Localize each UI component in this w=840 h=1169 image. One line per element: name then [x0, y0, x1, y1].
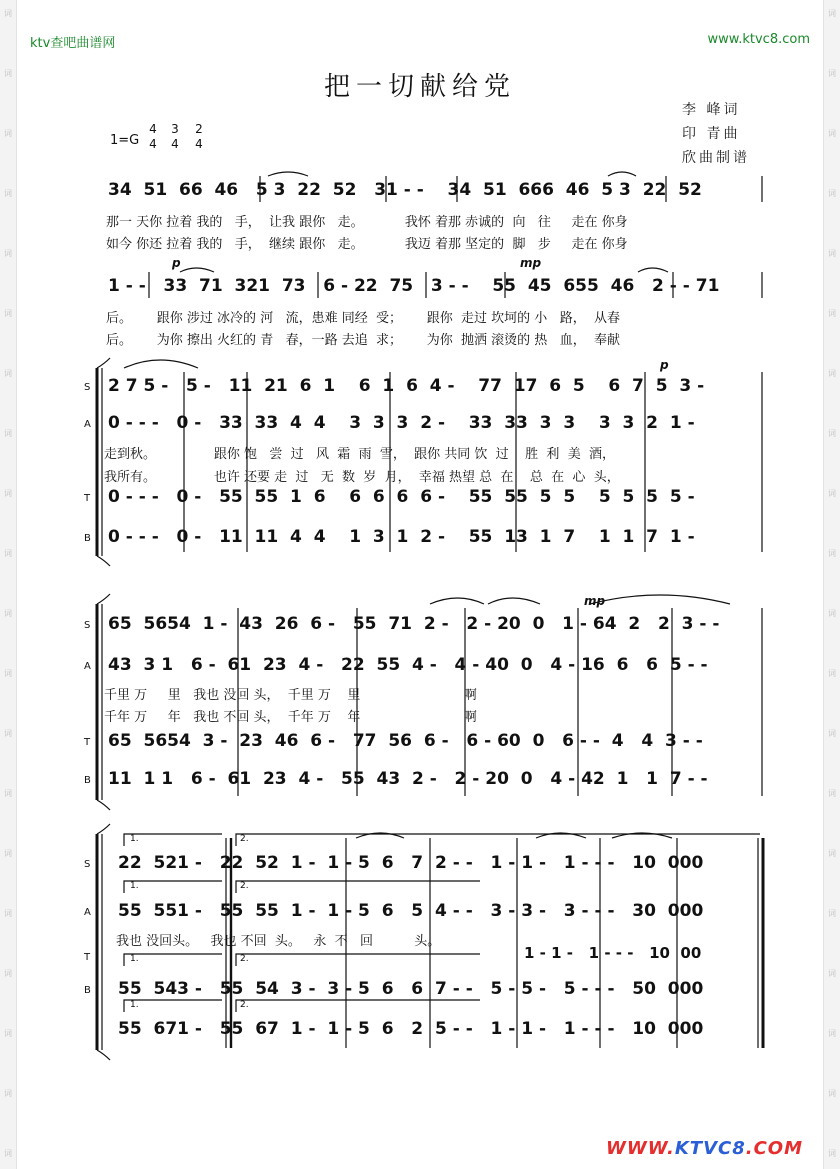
voice-label-tenor: T: [84, 493, 91, 504]
ts-bottom: 4: [149, 137, 157, 151]
key-signature: 1=G: [110, 133, 140, 148]
watermark-glyph: 词: [4, 969, 12, 978]
voice-label-tenor: T: [84, 952, 91, 963]
watermark-glyph: 词: [4, 189, 12, 198]
ending-alto-notes: 55 551 - 55 55 1 - 1 - 5 6 5 4 - - 3 - 3 - 3 - - - 30 000: [118, 901, 704, 921]
watermark-glyph: 词: [828, 1029, 836, 1038]
footer-url-name: KTVC8: [674, 1138, 746, 1159]
chorus2-bass-notes: 11 1 1 6 - 61 23 4 - 55 43 2 - 2 - 20 0 4 - 42 1 1 7 - -: [108, 769, 708, 789]
melody-line2-notes: 1 - - 33 71 321 73 6 - 22 75 3 - - 55 45 655 46 2 - - 71: [108, 276, 720, 296]
watermark-glyph: 词: [4, 9, 12, 18]
chorus2-tenor-notes: 65 5654 3 - 23 46 6 - 77 56 6 - 6 - 60 0 6 - - 4 4 3 - -: [108, 731, 703, 751]
ts-top: 2: [195, 122, 203, 136]
volta-first-ending: 1.: [130, 834, 139, 844]
volta-second-ending: 2.: [240, 954, 249, 964]
melody-line2-lyrics-verse2: 后。 为你 擦出 火红的 青 春，一路 去追 求； 为你 抛洒 滚烫的 热 血， 奉献: [106, 333, 620, 348]
watermark-glyph: 词: [828, 189, 836, 198]
composer-credit: 印 青曲: [682, 126, 741, 142]
watermark-glyph: 词: [4, 429, 12, 438]
ending-tenor-notes: 55 543 - 55 54 3 - 3 - 5 6 6 7 - - 5 - 5 - 5 - - - 50 000: [118, 979, 704, 999]
volta-first-ending: 1.: [130, 881, 139, 891]
site-name-left[interactable]: ktv查吧曲谱网: [30, 36, 116, 51]
dynamic-marking: p: [660, 358, 669, 372]
chorus1-tenor-notes: 0 - - - 0 - 55 55 1 6 6 6 6 6 - 55 55 5 5 5 5 5 5 -: [108, 487, 695, 507]
watermark-glyph: 词: [828, 849, 836, 858]
watermark-glyph: 词: [828, 609, 836, 618]
volta-second-ending: 2.: [240, 834, 249, 844]
voice-label-alto: A: [84, 661, 91, 672]
ending-lyrics: 我也 没回头。 我也 不回 头。 永 不 回 头。: [116, 934, 441, 949]
voice-label-tenor: T: [84, 737, 91, 748]
song-title: 把一切献给党: [323, 72, 516, 102]
chorus1-alto-notes: 0 - - - 0 - 33 33 4 4 3 3 3 2 - 33 33 3 3 3 3 2 1 -: [108, 413, 695, 433]
footer-url-prefix: WWW.: [606, 1138, 675, 1159]
watermark-glyph: 词: [4, 849, 12, 858]
ts-bottom: 4: [171, 137, 179, 151]
voice-label-soprano: S: [84, 620, 91, 631]
ts-bottom: 4: [195, 137, 203, 151]
watermark-glyph: 词: [4, 69, 12, 78]
ts-top: 4: [149, 122, 157, 136]
chorus1-soprano-notes: 2 7 5 - 5 - 11 21 6 1 6 1 6 4 - 77 17 6 5 6 7 5 3 -: [108, 376, 705, 396]
chorus2-lyrics-verse2: 千年 万 年 我也 不回 头， 千年 万 年 啊: [104, 710, 477, 725]
watermark-glyph: 词: [4, 1029, 12, 1038]
voice-label-alto: A: [84, 907, 91, 918]
dynamic-marking: mp: [520, 256, 542, 270]
volta-second-ending: 2.: [240, 1000, 249, 1010]
watermark-glyph: 词: [4, 909, 12, 918]
watermark-glyph: 词: [828, 309, 836, 318]
dynamic-marking: p: [172, 256, 181, 270]
watermark-glyph: 词: [828, 669, 836, 678]
volta-first-ending: 1.: [130, 954, 139, 964]
site-url-right[interactable]: www.ktvc8.com: [707, 32, 810, 47]
watermark-glyph: 词: [828, 69, 836, 78]
watermark-glyph: 词: [4, 609, 12, 618]
watermark-glyph: 词: [828, 729, 836, 738]
watermark-glyph: 词: [828, 909, 836, 918]
watermark-glyph: 词: [828, 9, 836, 18]
melody-line1-lyrics-verse2: 如今 你还 拉着 我的 手， 继续 跟你 走。 我迈 着那 坚定的 脚 步 走在 你身: [106, 237, 628, 252]
ts-top: 3: [171, 122, 179, 136]
chorus1-bass-notes: 0 - - - 0 - 11 11 4 4 1 3 1 2 - 55 13 1 7 1 1 7 1 -: [108, 527, 695, 547]
ending-soprano-notes: 22 521 - 22 52 1 - 1 - 5 6 7 2 - - 1 - 1 - 1 - - - 10 000: [118, 853, 704, 873]
watermark-glyph: 词: [828, 489, 836, 498]
chorus1-lyrics-verse1: 走到秋。 跟你 饱 尝 过 风 霜 雨 雪， 跟你 共同 饮 过 胜 利 美 酒，: [104, 447, 615, 462]
voice-label-bass: B: [84, 985, 91, 996]
dynamic-marking: mp: [584, 594, 606, 608]
transcriber-credit: 欣曲制谱: [682, 150, 750, 166]
melody-line1-notes: 34 51 66 46 5 3 22 52 31 - - 34 51 666 46 5 3 22 52: [108, 180, 702, 200]
watermark-glyph: 词: [828, 129, 836, 138]
melody-line2-lyrics-verse1: 后。 跟你 涉过 冰冷的 河 流，患难 同经 受； 跟你 走过 坎坷的 小 路， 从春: [106, 311, 620, 326]
watermark-glyph: 词: [4, 309, 12, 318]
melody-line1-lyrics-verse1: 那一 天你 拉着 我的 手， 让我 跟你 走。 我怀 着那 赤诚的 向 往 走在 你身: [106, 215, 628, 230]
watermark-glyph: 词: [4, 789, 12, 798]
chorus2-alto-notes: 43 3 1 6 - 61 23 4 - 22 55 4 - 4 - 40 0 4 - 16 6 6 5 - -: [108, 655, 708, 675]
footer-site-logo[interactable]: [606, 1138, 803, 1159]
chorus1-lyrics-verse2: 我所有。 也许 还要 走 过 无 数 岁 月， 幸福 热望 总 在 总 在 心 头，: [104, 470, 620, 485]
watermark-glyph: 词: [4, 549, 12, 558]
watermark-glyph: 词: [828, 249, 836, 258]
volta-second-ending: 2.: [240, 881, 249, 891]
watermark-glyph: 词: [4, 129, 12, 138]
watermark-glyph: 词: [4, 249, 12, 258]
watermark-glyph: 词: [4, 669, 12, 678]
watermark-glyph: 词: [828, 1089, 836, 1098]
watermark-glyph: 词: [828, 1149, 836, 1158]
watermark-glyph: 词: [828, 969, 836, 978]
watermark-glyph: 词: [828, 789, 836, 798]
ending-tenor-upper-notes: 1 - 1 - 1 - - - 10 00: [524, 944, 702, 962]
ending-bass-notes: 55 671 - 55 67 1 - 1 - 5 6 2 5 - - 1 - 1 - 1 - - - 10 000: [118, 1019, 704, 1039]
voice-label-soprano: S: [84, 859, 91, 870]
watermark-glyph: 词: [4, 1089, 12, 1098]
watermark-glyph: 词: [4, 729, 12, 738]
voice-label-alto: A: [84, 419, 91, 430]
watermark-glyph: 词: [828, 429, 836, 438]
voice-label-bass: B: [84, 533, 91, 544]
watermark-glyph: 词: [828, 549, 836, 558]
watermark-glyph: 词: [4, 1149, 12, 1158]
watermark-glyph: 词: [4, 489, 12, 498]
chorus2-soprano-notes: 65 5654 1 - 43 26 6 - 55 71 2 - 2 - 20 0 1 - 64 2 2 3 - -: [108, 614, 720, 634]
footer-url-suffix: .COM: [745, 1138, 804, 1159]
watermark-glyph: 词: [828, 369, 836, 378]
chorus2-lyrics-verse1: 千里 万 里 我也 没回 头， 千里 万 里 啊: [104, 688, 477, 703]
voice-label-bass: B: [84, 775, 91, 786]
watermark-glyph: 词: [4, 369, 12, 378]
voice-label-soprano: S: [84, 382, 91, 393]
lyricist-credit: 李 峰词: [682, 102, 741, 118]
volta-first-ending: 1.: [130, 1000, 139, 1010]
